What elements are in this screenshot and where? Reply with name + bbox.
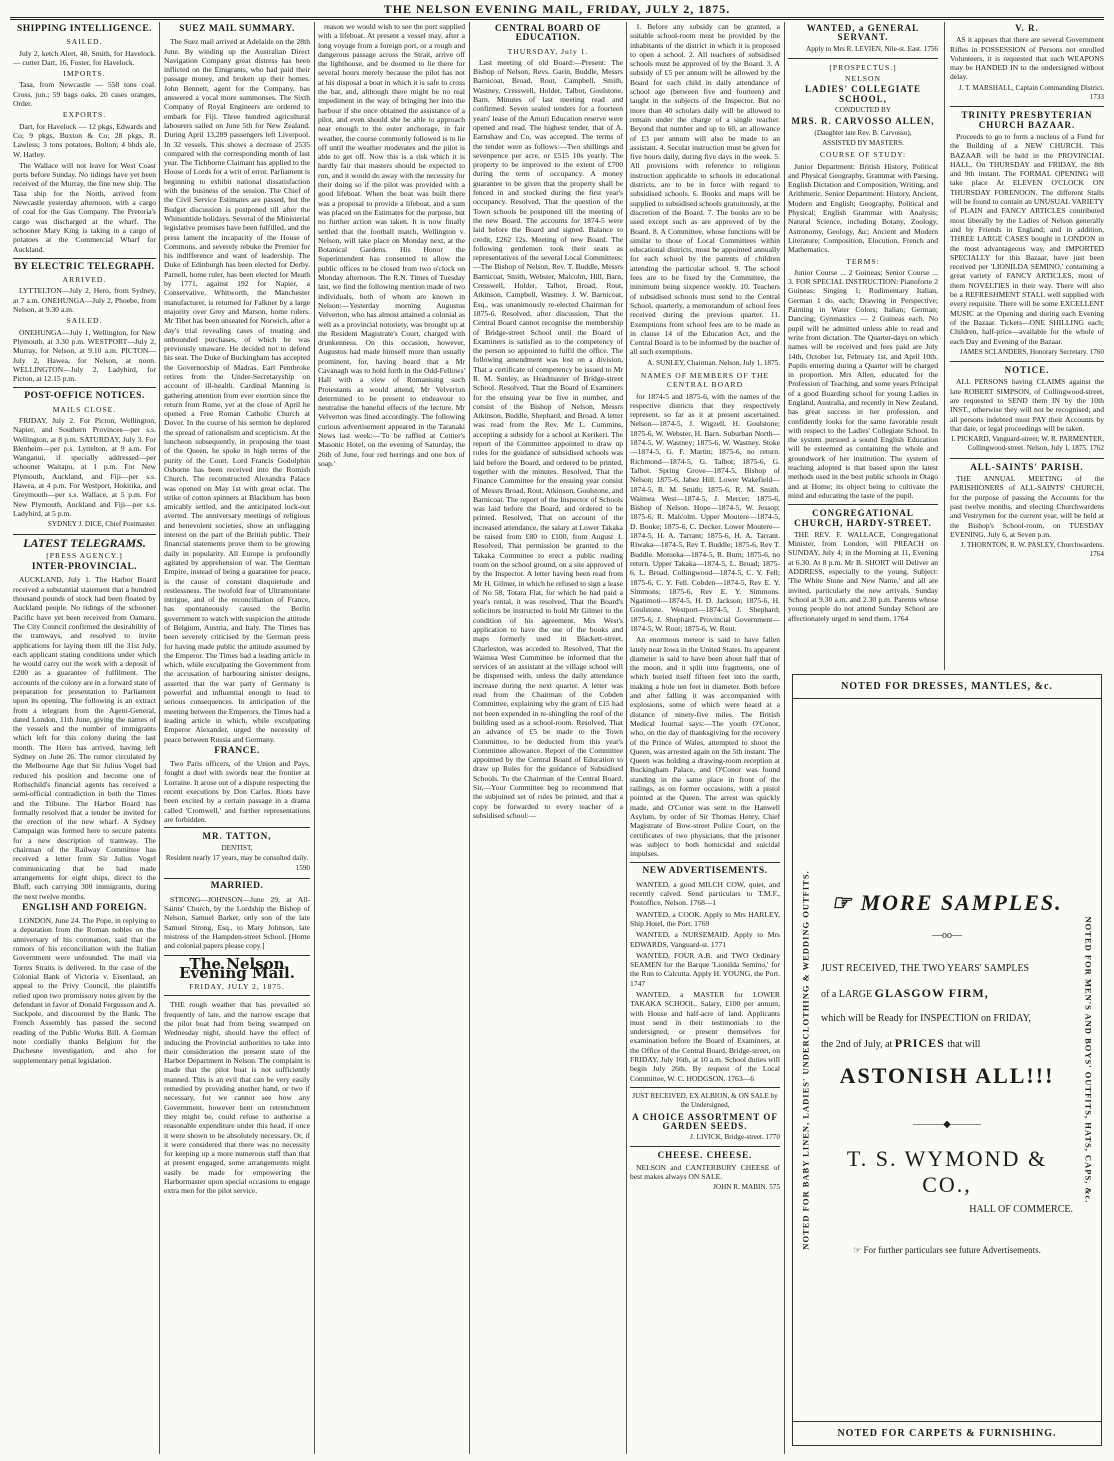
column-4 xyxy=(473,22,623,1454)
advert-headline xyxy=(821,890,1073,916)
sailed-heading: SAILED. xyxy=(66,37,103,47)
column-3 xyxy=(318,22,465,1454)
advert-left-banner xyxy=(797,715,815,1405)
exports-heading: EXPORTS. xyxy=(62,110,107,120)
column-divider xyxy=(944,22,945,670)
trinity-text: Proceeds to go to form a nucleus of a Fund for the Building of a NEW CHURCH. This BAZAAR will be held in the PROVINCIAL HALL, On THURSDAY and FRIDAY, the 8th and 9th instant. The FORMAL OPENING will take place At ELEVEN O'CLOCK ON THURSDAY FORENOON. The different Stalls will be found to contain an UNUSUAL VARIETY of PLAIN and FANCY ARTICLES contributed most liberally by the Ladies of Nelson generally and by Friends in England; and in addition, THREE LARGE CASES bought in LONDON in the most advantageous way, and IMPORTED SPECIALLY for this Bazaar, have just been received per 'LIONILDA SEMINO,' containing a great variety of FANCY ARTICLES, most of them NOVELTIES in their way. There will also be a REFRESHMENT STALL well supplied with every requisite. There will be some EXCELLENT MUSIC at the Opening and during each Evening of the Bazaar. Tickets—ONE SHILLING each; Children, half-price—available for the whole of each Day and Evening of the Bazaar. xyxy=(950,131,1104,346)
column-divider xyxy=(314,22,315,1454)
married-text: STRONG—JOHNSON—June 29, at All-Saints' Church, by the Lordship the Bishop of Nelson, Samuel Barker, only son of the late Samuel Strong, Esq., to Mary Johnson, late mistress of the Hampden-street School. [Home and colonial papers please copy.] xyxy=(164,894,310,951)
trinity-title: TRINITY PRESBYTERIAN CHURCH BAZAAR. xyxy=(961,110,1093,130)
advert-top-banner: NOTED FOR DRESSES, MANTLES, &c. xyxy=(793,681,1101,699)
column-1 xyxy=(13,22,156,1454)
divider xyxy=(164,995,310,996)
masthead-rule-2 xyxy=(10,19,1104,20)
cheese-text: NELSON and CANTERBURY CHEESE of best makes always ON SALE. xyxy=(630,1162,780,1182)
imports-heading: IMPORTS. xyxy=(63,69,106,79)
advert-line-4-pre: the 2nd of July, at xyxy=(821,1039,893,1050)
ex-albion-signature: J. LIVICK, Bridge-street. 1770 xyxy=(690,1133,780,1142)
tatton-text: Resident nearly 17 years, may be consulted daily. xyxy=(165,853,309,862)
education-board-date: THURSDAY, July 1. xyxy=(507,46,589,56)
course-title: COURSE OF STUDY: xyxy=(819,150,907,160)
tatton-title: MR. TATTON, xyxy=(202,831,272,842)
column-6b xyxy=(950,22,1104,670)
advert-line-4 xyxy=(821,1031,1073,1057)
paper-title: The Nelson Evening Mail. xyxy=(179,954,295,982)
names-title: NAMES OF MEMBERS OF THE CENTRAL BOARD xyxy=(640,370,770,390)
ex-albion-title: JUST RECEIVED, EX ALBION, & ON SALE by the Undersigned, xyxy=(632,1091,778,1110)
latest-telegrams-title: LATEST TELEGRAMS. xyxy=(23,535,146,550)
course-text: Junior Department: British History, Political and Physical Geography, Grammar with Parsing, English Dictation and Composition, Writing, and Arithmetic. Senior Department: History, Ancient, Modern and English; Geography, Political and Physical; English Grammar with Analysis; Natural Science, including Botany, Zoology, Astronomy, Geology, &c; Ancient and Modern Literature; Composition, Elocution, French and Mathematics. xyxy=(788,161,938,255)
ornament-icon: ———◆——— xyxy=(913,1119,981,1130)
advert-headline-text: MORE SAMPLES. xyxy=(860,890,1063,915)
column-divider xyxy=(469,22,470,1454)
column-5 xyxy=(630,22,780,1454)
advert-master: WANTED, a MASTER for LOWER TAKAKA SCHOOL. Salary, £100 per annum, with House and half-acre of land. Applicants must send in their testimonials to the undersigned, or present themselves for examination before the Board of Examiners, at the Office of the Central Board, Bridge-street, on FRIDAY, July 16th, at 10 a.m. School duties will begin July 26th. By request of the Local Committee, W. C. HODGSON. 1763—6 xyxy=(630,989,780,1083)
school-principal-sub: (Daughter late Rev. B. Carvosso), xyxy=(814,128,912,137)
advert-note xyxy=(821,1245,1073,1256)
advert-right-text: NOTED FOR MEN'S AND BOYS' OUTFITS, HATS, CAPS, &c. xyxy=(1083,916,1093,1204)
notice-signature: I. PICKARD, Vanguard-street; W. R. PARMENTER, Collingwood-street. Nelson, July 1, 1875. 1762 xyxy=(951,435,1104,453)
press-agency: [PRESS AGENCY.] xyxy=(46,550,123,560)
tatton-advert xyxy=(164,827,310,879)
pointing-hand-icon: ☞ xyxy=(831,890,861,915)
france-title: FRANCE. xyxy=(214,745,260,756)
notice-title: NOTICE. xyxy=(1004,365,1050,376)
advert-seamen: WANTED, FOUR A.B. and TWO Ordinary SEAMEN for the Barque 'Lionilda Semino,' for the Run to Calcutta. Apply H. YOUNG, the Port. 1747 xyxy=(630,950,780,988)
suez-title: SUEZ MAIL SUMMARY. xyxy=(179,24,295,34)
divider xyxy=(13,258,156,259)
english-foreign-text: LONDON, June 24. The Pope, in replying to a deputation from the Roman nobles on the anniversary of his coronation, said that the rumors of his reconciliation with the Italian Government were unfounded. The mail via Torres Straits is delivered. In the case of the Colonial Bank of Victoria v. Eisenlaud, an appeal to the Privy Council, the plaintiffs relied upon two promissory notes given by the defendant in favor of Donald Fergusson and A. Suckpole, and discounted by the Bank. The French Assembly has passed the second reading of the Public Works Bill. A German note cordially thanks Belgium for the Duchesne investigation, and also for supplementary penal legislation. xyxy=(13,916,156,1065)
column-6a xyxy=(788,22,938,670)
advert-milch-cow: WANTED, a good MILCH COW, quiet, and recently calved. Send particulars to T.M.F., Postoffice, Nelson. 1768—1 xyxy=(630,879,780,908)
divider xyxy=(13,534,156,535)
allsaints-title: ALL-SAINTS' PARISH. xyxy=(970,461,1084,472)
tatton-subtitle: DENTIST, xyxy=(221,843,253,852)
divider xyxy=(950,361,1104,362)
tatton-number: 1590 xyxy=(295,864,310,873)
imports-text: Tasa, from Newcastle — 558 tons coal. Cross, jun.; 59 bags oaks, 20 cases oranges, Order. xyxy=(13,80,156,109)
rules-text: 1. Before any subsidy can be granted, a suitable school-room must be provided by the inhabitants of the district in which it is proposed to open a school. 2. All teachers of subsidised schools must be approved of by the Board. 3. A subsidy of £5 per annum will be allowed by the Board for each child in daily attendance of school age (between five and fourteen) and taught in the subjects of the Inspector. But no more than 40 scholars daily will be allowed to remain under the charge of a single teacher. Beyond that number and up to 60, an allowance of £3 per annum will also be made to an assistant. 4. Secular instruction must be given for five hours daily, during five days in the week. 5. All provisions with reference to religious instruction applicable to schools in educational districts, are to be in force with regard to subsidised schools. 6. Books and maps will be supplied to subsidised schools gratuitously, at the discretion of the Board. 7. The books are to be used except such as are approved of by the Board. 8. A Committee, whose functions will be similar to those of Local Committees within educational districts, must be appointed annually for each school by the parents of children attending the particular school. 9. The school fees are to be fixed by the Committee, the minimum being sixpence weekly. 10. Teachers of subsidised schools must send to the Central School, quarterly, a memorandum of school fees received during the previous quarter. 11. Exemptions from school fees are to be made as in clause 14 of the Education Act, and the Central Board is to be informed by the teacher of all such exemptions. xyxy=(630,22,780,357)
wanted-servant-title: WANTED, a GENERAL SERVANT. xyxy=(806,23,920,43)
arrived-heading: ARRIVED. xyxy=(62,275,107,285)
sailed2-heading: SAILED. xyxy=(66,316,103,326)
prospectus-label: [PROSPECTUS.] xyxy=(829,62,897,72)
congregational-title: CONGREGATIONAL CHURCH, HARDY-STREET. xyxy=(794,508,932,528)
school-principal: MRS. R. CARVOSSO ALLEN, xyxy=(791,116,935,127)
editorial-continued: reason we would wish to see the port supplied with a lifeboat. At present a vessel may, after a long voyage from a foreign port, or a rough and dangerous passage across the Strait, arrive off the lighthouse, and be doomed to lie there for several hours merely because the pilot has not at his disposal a boat in which it is safe to cross the bar, and, although there might be no real impediment in the way of bringing her into the harbour if she once obtained the assistance of a pilot, and even should she be able to approach near enough to the outer anchorage, in fair weather, the course commonly followed is to lie off until the weather moderates and the pilot is able to get off. Now this is a risk which it is hardly fair that masters should be expected to run, and it would do away with the necessity for their doing so if the pilot was provided with a good lifeboat. When the boat was built there was a proposal to provide a lifeboat, and a sum was placed on the Estimates for the purpose, but no further action was taken. It is now finally settled that the football match, Wellington v. Nelson, will take place on Monday next, at the Botanical Gardens. His Honor the Superintendent has consented to allow the public offices to be closed from two o'clock on Monday afternoon. The R.N. Times of Tuesday last, we find the following mention made of two individuals, both of whom are known in Nelson:—Yesterday morning Augustus Velverton, who has almost attained a colonial as well as a provincial notoriety, was brought up at the Resident Magistrate's Court, charged with drunkenness. On this occasion, however, Augustus had made himself more than usually prominent, for, having heard that a Mr Cavanagh was to hold forth in the Odd-Fellows' Hall with a view of Romanising such Protestants as would attend, Mr Velverton determined to be present to endeavour to neutralise the baneful effects of the lecture. Mr Velverton was fined accordingly. The following curious advertisement appeared in the Taranaki News last week:—'To be raffled at Cottier's Masonic Hotel, on the evening of Saturday, the 26th of June, four red herrings and one box of soap.' xyxy=(318,22,465,468)
column-divider xyxy=(784,22,785,1454)
married-title: MARRIED. xyxy=(210,881,264,892)
advert-line-4-post: that will xyxy=(947,1039,981,1050)
mails-heading: MAILS CLOSE. xyxy=(52,404,117,414)
advert-cook: WANTED, a COOK. Apply to Mrs HARLEY, Ship Hotel, the Port. 1769 xyxy=(630,909,780,928)
shipping-paragraph: The Wallace will not leave for West Coast ports before Sunday. No tidings have yet been received of the Murray, the fine new ship. The Tasa ship for the North, arrived from Newcastle yesterday afternoon, with a cargo of coal for the Gas Company. The Pretoria's cargo was discharged at the wharf. The schooner Mary King is taking in a cargo of potatoes at the Commercial Wharf for Auckland. xyxy=(13,160,156,254)
advert-line-1: JUST RECEIVED, THE TWO YEARS' SAMPLES xyxy=(821,963,1030,974)
mails-text: FRIDAY, July 2. For Picton, Wellington, Napier, and Southern Provinces—per s.s. Wellington, at 8 p.m. SATURDAY, July 3. For Blenheim—per p.s. Lyttelton, at 9 a.m. For Wanganui, if specially addressed—per schooner Waitapu, at 1 p.m. For New Plymouth, Auckland, and Fiji—per s.s. Hawea, at 4 p.m. For Westport, Hokitika, and Greymouth—per s.s. Wallace, at 5 p.m. For New Plymouth, Auckland and Fiji—per s.s. Ladybird, at 5 p.m. xyxy=(13,415,156,518)
sailed2-text: ONEHUNGA—July 1, Wellington, for New Plymouth, at 3.30 p.m. WESTPORT—July 2, Murray, for Nelson, at 9.10 a.m. PICTON—July 2, Hawea, for Nelson, at noon. WELLINGTON—July 2, Ladybird, for Picton, at 12.15 p.m. xyxy=(13,327,156,384)
pointing-hand-icon: ☞ xyxy=(853,1245,864,1255)
column-divider xyxy=(159,22,160,1454)
rules-signature: A. SUNLEY, Chairman. Nelson, July 1, 1875. xyxy=(647,358,780,367)
ornament-icon: —oo— xyxy=(932,930,962,941)
advert-firm-name: GLASGOW FIRM, xyxy=(874,986,989,1000)
trinity-signature: JAMES SCLANDERS, Honorary Secretary. 1760 xyxy=(959,347,1104,356)
cheese-signature: JOHN R. MABIN. 575 xyxy=(713,1183,780,1192)
advert-right-banner xyxy=(1079,715,1097,1405)
school-assisted: ASSISTED BY MASTERS. xyxy=(822,138,904,147)
rifles-notice: AS it appears that there are several Government Rifles in POSSESSION of Persons not enrolled Volunteers, it is requested that such WEAPONS may be HANDED IN to the undersigned without delay. xyxy=(950,35,1104,82)
column-2 xyxy=(164,22,310,1454)
masthead: THE NELSON EVENING MAIL, FRIDAY, JULY 2, 1875. xyxy=(383,2,731,16)
inter-provincial-title: INTER-PROVINCIAL. xyxy=(31,562,138,573)
terms-text: Junior Course ... 2 Guineas; Senior Course ... 3. FOR SPECIAL INSTRUCTION: Pianoforte 2 Guineas; Singing 1; Rudimentary Italian, German 1 do. each; Drawing in Perspective; Painting in Water Colors; Italian; German; Dancing; Gymnastics — 2 Guineas each. No pupil will be admitted unless able to read and write from dictation. The Quarter-days on which names will be received and fees paid are July 14th, October 1st, February 1st, and April 10th. Pupils entering during a Quarter will be charged in proportion. Mrs Allen, educated for the Profession of Teaching, and some years Principal of a good Boarding school for young Ladies in England, Australia, and recently in New Zealand, has great success in her profession, and confidently looks for the same favorable result with respect to the Ladies' Collegiate School. In the system pursued a sound English Education will be esteemed as containing the whole and groundwork of her institution. The system of teaching adopted is that based upon the latest methods used in the best public schools in Otago and at Home; its object being to cultivate the mind and educating the taste of the pupil. xyxy=(788,267,938,500)
wanted-servant-text: Apply to Mrs R. LEVIEN, Nile-st. East. 1756 xyxy=(806,44,938,53)
school-conducted: CONDUCTED BY xyxy=(834,106,892,115)
vr-label: V. R. xyxy=(1015,23,1039,33)
english-foreign-title: ENGLISH AND FOREIGN. xyxy=(22,902,147,913)
editorial-text: THE rough weather that has prevailed so frequently of late, and the narrow escape that the pilot boat had from being swamped on Wednesday night, should have the effect of inducing the Provincial authorities to take into their consideration the present state of the Harbor Department in Nelson. The complaint is made that the pilot boat is not sufficiently manned. This is an evil that can be very easily remedied by providing another hand, or two if necessary, for we cannot see how any Government, however bent on retrenchment they might be, could refuse to authorise a reasonable expenditure under this head, if once it were shown to be absolutely necessary. Or, if it were considered that there was no necessity for keeping up a more numerous staff than that at present engaged, some arrangements might easily be made for empowering the Harbormaster upon special occasions to engage extra men for the pilot service. xyxy=(164,1000,310,1196)
sailed-text: July 2, ketch Alert, 48, Smith, for Havelock. — cutter Dart, 16, Foster, for Havelock. xyxy=(13,48,156,67)
divider xyxy=(13,387,156,388)
new-ads-title: NEW ADVERTISEMENTS. xyxy=(642,866,768,877)
education-board-title: CENTRAL BOARD OF EDUCATION. xyxy=(494,24,602,44)
exports-text: Dart, for Havelock — 12 pkgs, Edwards and Co; 9 pkgs, Buxton & Co; 28 pkgs, R. Lawless; 3 tons potatoes, Bolton; 4 bhds ale, W. Harley. xyxy=(13,121,156,159)
congregational-text: THE REV. F. WALLACE, Congregational Minister, from London, will PREACH on SUNDAY, July 4; in the Morning at 11, Evening at 6.30. At 8 p.m. Mr B. SHORT will Deliver an ADDRESS, especially to the young. Subject: 'The White Stone and New Name,' and all are invited, particularly the new arrivals. Sunday School at 9.30 a.m. and 2.30 p.m. Parents whose young people do not attend Sunday School are affectionately urged to send them. 1764 xyxy=(788,529,938,623)
allsaints-text: THE ANNUAL MEETING of the PARISHIONERS of ALL-SAINTS' CHURCH, for the purpose of passing the Accounts for the past twelve months, and electing Churchwardens and Vestrymen for the current year, will be held at the Bishop's School-room, on TUESDAY EVENING, July 6, at Seven p.m. xyxy=(950,474,1104,539)
advert-hall: HALL OF COMMERCE. xyxy=(969,1204,1073,1215)
education-board-text: Last meeting of old Board:—Present: The Bishop of Nelson, Revs. Garin, Buddle, Messrs Barnicoat, Broad, Rout, Campbell, Smith, Wastney, Cresswell, Holder, Talbot, Goulstone, Barn. Minutes of last meeting read and confirmed. Seven sealed tenders for a fourteen years' lease of the Amuri Education reserve were opened and read. The highest tender, that of A. Earnshaw and Co, was accepted. The terms of the tender were as follows:—Two shillings and sevenpence per acre, or £515 10s yearly. The property to be improved to the extent of £700 during the term of occupancy. A money guarantee to be given that the property shall be fenced in and stocked during the first year's occupancy. Resolved, That the question of the Town schools be postponed till the meeting of the new Board. The accounts for 1874-5 were laid before the Board and signed. Balance to credit, £262 12s. Meeting of new Board. The following gentlemen took their seats as representatives of the several Local Committees:—The Bishop of Nelson, Rev. T. Buddle, Messrs Barnicoat, Smith, Webster, Malcolm, Hill, Barn, Cresswell, Holder, Talbot, Broad, Rout, Atkinson, Campbell, Wastney. J. W. Barnicoat, Esq., was unanimously re-elected Chairman for 1875-6. Resolved, after discussion, That the Central Board cannot recognise the membership of Bridge-street School until the Board of Examiners is satisfied as to the competency of the person so appointed to fulfil the office. The following amendment was lost on a division, That a certificate of competency be issued to Mr R. M. Sunley, as Headmaster of Bridge-street School. Resolved, That the Board of Examiners for the ensuing year be five in number, and consist of the Bishop of Nelson, Messrs Atkinson, Buddle, Shephard, and Broad. A letter was read from the Rev. Mr L. Cummins, accepting a subsidy for a school at Kerikeri. The report of the Committee appointed to draw up rules for the guidance of subsidised schools was laid before the Board, and ordered to be printed, together with the minutes. Resolved, That the Finance Committee for the ensuing year consist of Messrs Broad, Rout, Atkinson, Goulstone, and Barnicoat. The report of the Inspector of Schools was laid before the Board, and ordered to be printed. Resolved, That on account of the increased attendance, the salary at Lower Takaka be raised from £80 to £100, from August 1. Resolved, That permission be granted to the Takaka Committee to erect a public reading room on the school ground, on a site approved of by the Inspector. A letter having been read from Mr H. Gilmer, in which he refused to sign a lease of No 58, Totara Flat, for which he had paid a year's rental, it was resolved, That the Board's solicitors be instructed to hold Mr Gilmer to the condition of his agreement. Mrs West's application to have the use of the books and maps formerly used in Blackett-street, Charleston, was acceded to. Resolved, That the Waimea West Committee be informed that the services of an assistant at the village school will be dispensed with, unless the daily attendance increase during the next quarter. A letter was read from the Chairman of the Cobden Committee, explaining why the grant of £15 had not been expended in re-shingling the roof of the building used as a school-room. Resolved, That an advance of £5 be made to the Town Committee, to be deducted from this year's Committee allowance. Report of the Committee appointed by the Central Board of Education to draw up Rules for the guidance of Subsidised Schools. To the Chairman of the Central Board. Sir,—Your Committee beg to recommend that the subjoined set of rules be printed, and that a copy be forwarded to every teacher of a subsidised school:— xyxy=(473,57,623,820)
meteor-text: An enormous meteor is said to have fallen lately near Iowa in the United States. Its apparent diameter is said to have been about half that of the moon, and it split into fragments, one of which buried itself fifteen feet into the earth, making a hole ten feet in diameter. Both before and after falling it was accompanied with explosions, some of which were heard at a distance of ninety-five miles. The British Medical Journal says:—The youth O'Conor, who, on the day of thanksgiving for the recovery of the Prince of Wales, attempted to shoot the Queen, was arrested again on the 5th instant. The Queen was holding a drawing-room reception at Buckingham Palace, and O'Conor was found standing in the same place in front of the railings, as on former occasions, with a pistol pointed at the Queen. The arrest was quickly made, and O'Conor was sent to the Hanwell Asylum, by order of Sir Thomas Henry, Chief Magistrate of Bow-street Police Court, on the certificates of two physicians, that the prisoner was subject to both homicidal and suicidal impulses. xyxy=(630,635,780,859)
divider xyxy=(630,1087,780,1088)
divider xyxy=(630,1146,780,1147)
advert-line-3: which will be Ready for INSPECTION on FRIDAY, xyxy=(821,1013,1031,1024)
divider xyxy=(950,458,1104,459)
advert-astonish: ASTONISH ALL!!! xyxy=(839,1063,1055,1088)
names-text: for 1874-5 and 1875-6, with the names of the respective districts that they respectively represent, so far as it at present ascertained. Nelson—1874-5, J. Wigzell, H. Goulstone; 1875-6, W. Webster, H. Barn. Suburban North—1874-5, W. Wastney; 1875-6, W. Wastney. Stoke—1874-5, G. F. Martin; 1875-6, no return. Richmond—1874-5, G. Talbot; 1875-6, G. Talbot. Spring Grove—1874-5, Bishop of Nelson; 1875-6, Jabez Hill. Lower Wakefield—1874-5, R. M. Smith; 1875-6, R. M. Smith. Waimea West—1874-5, J. Mercer; 1875-6, Bishop of Nelson. Hope—1874-5, W. Jessop; 1875-6, R. Malcolm. Upper Moutere—1874-5, D. Bouke; 1875-6, C. Decker. Lower Moutere—1874-5, H. A. Tarrant; 1875-6, H. A. Tarrant. Riwaka—1874-5, Rev T. Buddle; 1875-6, Rev T. Buddle. Motueka—1874-5, R. Burn; 1875-6, no return. Upper Takaka—1874-5, L. Broad; 1875-6, L. Broad. Collingwood—1874-5, C. Y. Fell; 1875-6, C. Y. Fell. Cobden—1874-5, Rev E. Y. Simmons; 1875-6, Rev E. Y. Simmons. Ngatimoti—1874-5, H. D. Jackson; 1875-6, H. Goulstone. Westport—1874-5, J. Shephard; 1875-6, J. Shephard. Provincial Government—1874-5, W. Rout; 1875-6, W. Rout. xyxy=(630,391,780,633)
telegraph-title: BY ELECTRIC TELEGRAPH. xyxy=(14,261,155,272)
suez-text: The Suez mail arrived at Adelaide on the 28th June. By winding up the Australian Direct Navigation Company great distress has been inflicted on the Emigrants, who had paid their passage money, and broken up their homes. John Bennett, agent for the Company, has answered a vocal more summonses. The Sixth Company of Royal Engineers are ordered to embark for Fiji. Three hundred agricultural labourers sailed on June 5th for New Zealand. During April 13,289 passengers left Liverpool. In 32 vessels. This shows a decrease of 2535 compared with the corresponding month of last year. The Tichborne Claimant has applied to the House of Lords for a writ of error. Parliament is beginning to exhibit national dissatisfaction with the business of the session. The Chief of the Civil Service Estimates are passed, but the Budget discussion is postponed till after the Whitsuntide holidays. Several of the Ministerial legislative promises have been fulfilled, and the press lament the incapacity of the House of Commons, and severely rebuke the Premier for his indifference and want of leadership. The Duke of Edinburgh has been elected for Derby. Parnell, home ruler, has been elected for Meath by 1771, against 192 for Napier, a Conservative. Whitworth, the Manchester manufacturer, is returned for Falkner by a large majority over Grey and Marson, home rulers. Mr Tibet has been unseated for Norwich, after a day's trial revealing cases of treating and unbounded purchases, of which he was previously unaware. He decided not to defend his seat. The Duke of Buckingham has accepted the Governorship of Madras. Earl Pembroke retires from the Under-Secretaryship on account of ill-health. Cardinal Manning is gathering attention from ever exertion since the return from Rome, yet at the close of April he opened a Free Roman Catholic Church at Dover. In the course of his sermon he deplored the spread of rationalism and scepticism. At the luncheon subsequently, in proposing the toast of the Queen, he spoke in high terms of the purity of the Court. Lord Francis Godolphin Osborne has been received into the Romish Church. The reconstructed Alexandra Palace was opened on May 1st with great eclat. The strike of cotton spinners at Blackburn has been amicably settled, and the anticipated lock-out averted. The anniversary meetings of religious and benevolent societies, show an unflagging interest on the part of the British public. Their financial statements prove them to be growing daily in popularity. All Europe is profoundly agitated by apprehension of war. The German Empire, instead of being a guarantee for peace, is the cause of constant disquietude and restlessness. The twofold fear of Ultramontane intrigue, and of the reconciliation of France, has spontaneously caused the Berlin government to watch with suspicion the attitude of Belgium, Austria, and Italy. The Times has been severely criticised by the German press for having made public the attitude assumed by the Emperor. The Times had a leading article in which, while exculpating the Government from the accusation of harbouring sinister designs, asserted that the war party of Germany is powerful and influential enough to lead to serious consequences. In anticipation of the meeting between the Emperors, the Times had a leading article in which, while exculpating Emperor Alexander, urged the necessity of peace between Russia and Germany. xyxy=(164,37,310,744)
advert-bottom-banner: NOTED FOR CARPETS & FURNISHING. xyxy=(793,1421,1101,1439)
advert-body xyxy=(821,890,1073,1256)
rifles-signature: J. T. MARSHALL, Captain Commanding District. 1733 xyxy=(958,83,1104,102)
arrived-text: LYTTELTON—July 2, Hero, from Sydney, at 7 a.m. ONEHUNGA—July 2, Phoebe, from Nelson, at 9.30 a.m. xyxy=(13,286,156,315)
advert-line-2-pre: of a LARGE xyxy=(821,989,873,1000)
divider xyxy=(788,58,938,59)
shipping-title: SHIPPING INTELLIGENCE. xyxy=(16,24,153,34)
paper-date: FRIDAY, JULY 2, 1875. xyxy=(189,982,285,992)
advert-left-text: NOTED FOR BABY LINEN, LADIES' UNDERCLOTHING & WEDDING OUTFITS. xyxy=(801,870,812,1250)
column-divider xyxy=(626,22,627,1454)
notice-text: ALL PERSONS having CLAIMS against the late ROBERT SIMPSON, of Collingwood-street, are requested to SEND them IN by the 10th INST., otherwise they will not be recognised; and all persons indebted must PAY their Accounts by that date, or legal proceedings will be taken. xyxy=(950,377,1104,433)
terms-title: TERMS: xyxy=(846,256,880,266)
divider xyxy=(630,862,780,863)
divider xyxy=(950,106,1104,107)
nelson-label: NELSON xyxy=(845,74,881,84)
masthead-rule xyxy=(10,17,1104,18)
france-text: Two Paris officers, of the Union and Pays, fought a duel with swords near the frontier at Lorraine. It arose out of a dispute respecting the recent executions by Don Carlos. Riots have been excited by a certain passage in a drama called 'Cromwell,' and further representations are forbidden. xyxy=(164,759,310,824)
advert-company: T. S. WYMOND & CO., xyxy=(846,1146,1048,1197)
school-title: LADIES' COLLEGIATE SCHOOL, xyxy=(804,84,922,104)
advert-copy xyxy=(821,957,1073,1057)
advert-prices: PRICES xyxy=(894,1036,945,1050)
advert-nursemaid: WANTED, a NURSEMAID. Apply to Mrs EDWARDS, Vanguard-st. 1771 xyxy=(630,930,780,949)
inter-provincial-text: AUCKLAND, July 1. The Harbor Board received a substantial statement that a hundred thousand pounds of stock had been floated by Auckland people. No tidings of the schooner Pacific have yet been received from Oamaru. The City Council confirmed the desirability of the tramways, and resolved to invite applications for laying them till the 31st July, each applicant stating conditions under which he would carry out the work with a deposit of £200 as a guarantee of fulfilment. The accounts of the colony are in a forward state of preparation for presentation to Parliament upon its opening. The following is an extract from a telegram from the Agent-General, dated London, 11th June, giving the names of the vessels and the number of immigrants which left for this colony during the last month. The Hero has arrived, having left Sydney on June 26. The rumor circulated by the Melbourne Age that Sir Julius Vogel had reduced his position and become one of Rothschild's financial agents has received a semi-official contradiction in both the Times and the Tribune. The Harbor Board has formally resolved that a tender be invited for the erection of the new wharf. A Sydney Campaign was formed here to secure patents for a new description of tramway. The chairman of the Railway Committee has received a letter from Sir Julius Vogel communicating that he had made arrangements for eight ships, direct to the Bluff, each carrying 300 immigrants, during the next twelve months. xyxy=(13,575,156,901)
advert-line-2 xyxy=(821,981,1073,1007)
advert-note-text: For further particulars see future Advertisements. xyxy=(863,1245,1041,1255)
divider xyxy=(788,504,938,505)
ex-albion-text: A CHOICE ASSORTMENT OF GARDEN SEEDS. xyxy=(632,1111,778,1131)
post-signature: SYDNEY J. DICE, Chief Postmaster. xyxy=(47,520,156,529)
allsaints-signature: J. THORNTON, R. W. PASLEY, Churchwardens. 1764 xyxy=(960,541,1104,559)
post-office-title: POST-OFFICE NOTICES. xyxy=(24,391,145,402)
wymond-advert xyxy=(792,674,1102,1446)
cheese-title: CHEESE. CHEESE. xyxy=(657,1150,753,1161)
